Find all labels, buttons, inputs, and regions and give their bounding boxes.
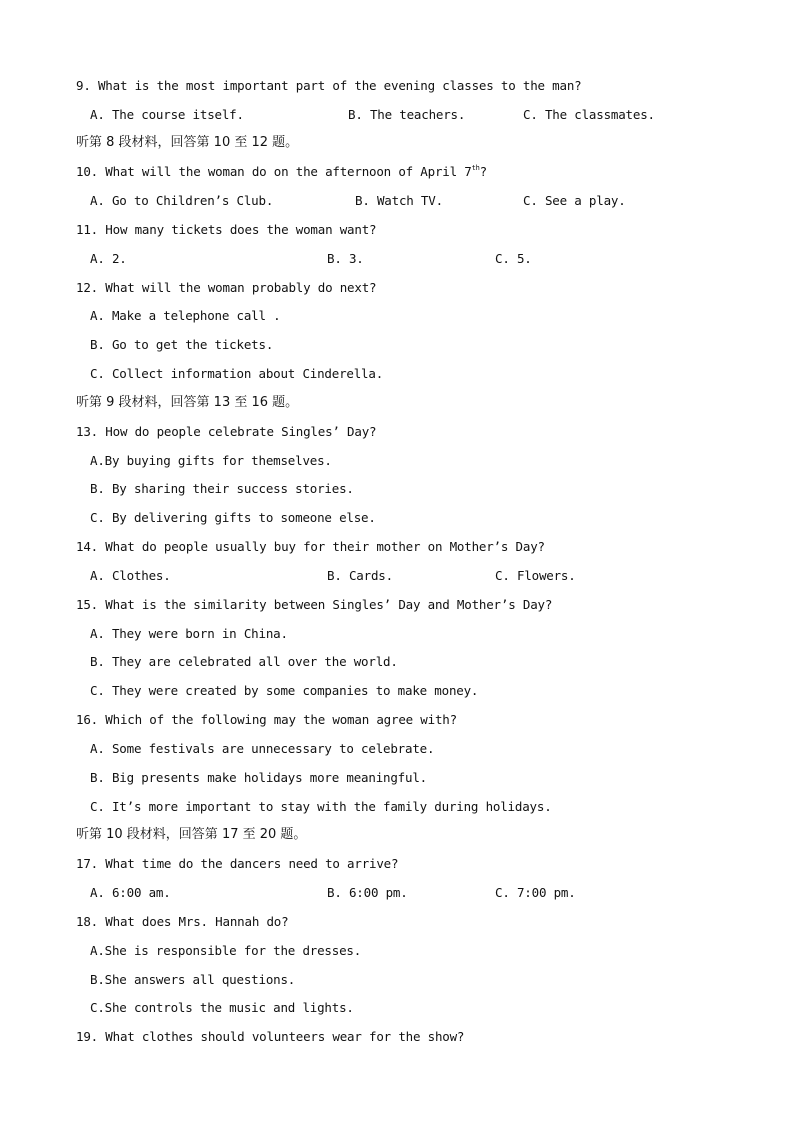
question-10-sup: th xyxy=(471,164,480,172)
question-16: 16. Which of the following may the woman agree with? xyxy=(76,712,457,727)
option-12-a: A. Make a telephone call . xyxy=(90,308,281,323)
question-18: 18. What does Mrs. Hannah do? xyxy=(76,914,289,929)
option-13-c: C. By delivering gifts to someone else. xyxy=(90,510,376,525)
option-15-b: B. They are celebrated all over the world. xyxy=(90,654,398,669)
option-12-c: C. Collect information about Cinderella. xyxy=(90,366,384,381)
option-16-b: B. Big presents make holidays more meaningful. xyxy=(90,770,427,785)
options-row-11 xyxy=(90,249,730,269)
option-14-b: B. Cards. xyxy=(327,568,393,583)
option-16-a: A. Some festivals are unnecessary to celebrate. xyxy=(90,741,435,756)
option-15-c: C. They were created by some companies to make money. xyxy=(90,683,479,698)
option-15-a: A. They were born in China. xyxy=(90,626,288,641)
question-9: 9. What is the most important part of the evening classes to the man? xyxy=(76,78,582,93)
option-18-c: C.She controls the music and lights. xyxy=(90,1000,354,1015)
option-17-b: B. 6:00 pm. xyxy=(327,885,408,900)
option-9-c: C. The classmates. xyxy=(523,107,655,122)
options-row-10 xyxy=(90,191,730,211)
question-13: 13. How do people celebrate Singles’ Day? xyxy=(76,424,377,439)
options-row-9 xyxy=(90,105,730,125)
option-11-b: B. 3. xyxy=(327,251,364,266)
option-9-b: B. The teachers. xyxy=(348,107,466,122)
option-17-a: A. 6:00 am. xyxy=(90,885,171,900)
question-10-text: 10. What will the woman do on the afternoon of April 7 xyxy=(76,164,472,179)
option-12-b: B. Go to get the tickets. xyxy=(90,337,274,352)
option-16-c: C. It’s more important to stay with the family during holidays. xyxy=(90,799,552,814)
option-18-b: B.She answers all questions. xyxy=(90,972,296,987)
question-10-end: ? xyxy=(479,164,487,179)
option-17-c: C. 7:00 pm. xyxy=(495,885,576,900)
question-17: 17. What time do the dancers need to arrive? xyxy=(76,856,399,871)
section-8-heading: 听第 8 段材料，回答第 10 至 12 题。 xyxy=(76,135,299,150)
question-11: 11. How many tickets does the woman want? xyxy=(76,222,377,237)
question-12: 12. What will the woman probably do next? xyxy=(76,280,377,295)
question-19: 19. What clothes should volunteers wear for the show? xyxy=(76,1029,465,1044)
option-14-c: C. Flowers. xyxy=(495,568,576,583)
option-11-a: A. 2. xyxy=(90,251,127,266)
option-9-a: A. The course itself. xyxy=(90,107,244,122)
section-10-heading: 听第 10 段材料，回答第 17 至 20 题。 xyxy=(76,827,307,842)
option-13-a: A.By buying gifts for themselves. xyxy=(90,453,332,468)
option-11-c: C. 5. xyxy=(495,251,532,266)
question-15: 15. What is the similarity between Singles’ Day and Mother’s Day? xyxy=(76,597,553,612)
option-18-a: A.She is responsible for the dresses. xyxy=(90,943,362,958)
option-10-c: C. See a play. xyxy=(523,193,626,208)
question-10 xyxy=(76,162,487,182)
option-13-b: B. By sharing their success stories. xyxy=(90,481,354,496)
option-10-a: A. Go to Children’s Club. xyxy=(90,193,274,208)
options-row-17 xyxy=(90,883,730,903)
options-row-14 xyxy=(90,566,730,586)
question-14: 14. What do people usually buy for their mother on Mother’s Day? xyxy=(76,539,545,554)
option-10-b: B. Watch TV. xyxy=(355,193,443,208)
option-14-a: A. Clothes. xyxy=(90,568,171,583)
section-9-heading: 听第 9 段材料，回答第 13 至 16 题。 xyxy=(76,395,299,410)
